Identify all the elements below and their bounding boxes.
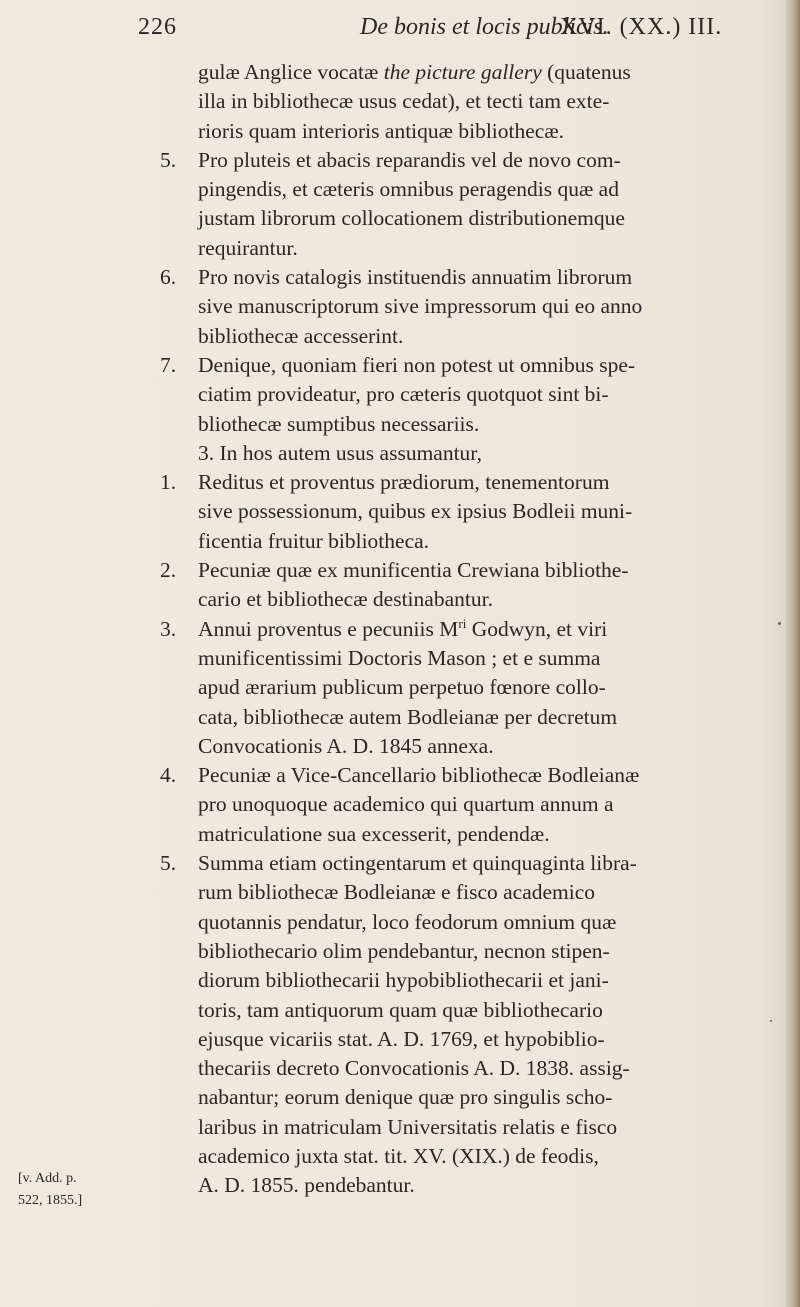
intro-paragraph xyxy=(160,58,780,146)
body-text xyxy=(160,58,780,1201)
item-line: justam librorum collocationem distributionemque xyxy=(198,206,625,231)
item-line: munificentissimi Doctoris Mason ; et e summa xyxy=(198,645,601,670)
item-5 xyxy=(160,146,780,263)
item-line: nabantur; eorum denique quæ pro singulis scho- xyxy=(198,1085,613,1110)
item-line: pingendis, et cæteris omnibus peragendis quæ ad xyxy=(198,177,619,202)
item-number: 2. xyxy=(160,558,177,583)
item-line: ficentia fruitur bibliotheca. xyxy=(198,528,430,553)
item-line: Reditus et proventus prædiorum, tenementorum xyxy=(198,470,610,495)
item-number: 7. xyxy=(160,352,177,377)
item-line: ciatim provideatur, pro cæteris quotquot sint bi- xyxy=(198,382,609,407)
item-line: toris, tam antiquorum quam quæ bibliothecario xyxy=(198,997,603,1022)
item-6 xyxy=(160,263,780,351)
superscript: ri xyxy=(458,615,467,631)
item-line: academico juxta stat. tit. XV. (XIX.) de feodis, xyxy=(198,1143,599,1168)
item-line: thecariis decreto Convocationis A. D. 1838. assig- xyxy=(198,1056,630,1081)
margin-note-line-1: [v. Add. p. xyxy=(18,1171,77,1186)
item-line: Annui proventus e pecuniis $M^{ri}$ Godwyn, et viri xyxy=(198,615,608,641)
revenue-item-3 xyxy=(160,615,780,761)
item-line: cario et bibliothecæ destinabantur. xyxy=(198,587,493,612)
item-line: matriculatione sua excesserit, pendendæ. xyxy=(198,821,550,846)
item-line: sive manuscriptorum sive impressorum qui eo anno xyxy=(198,294,643,319)
item-line: sive possessionum, quibus ex ipsius Bodleii muni- xyxy=(198,499,633,524)
item-line: bliothecæ sumptibus necessariis. xyxy=(198,411,480,436)
item-line: bibliothecæ accesserint. xyxy=(198,323,404,348)
running-head xyxy=(130,14,795,48)
item-number: 6. xyxy=(160,265,177,290)
item-number: 5. xyxy=(160,851,177,876)
item-line: apud ærarium publicum perpetuo fœnore collo- xyxy=(198,675,606,700)
intro-line-2: illa in bibliothecæ usus cedat), et tecti tam exte- xyxy=(198,89,610,114)
item-line: bibliothecario olim pendebantur, necnon stipen- xyxy=(198,938,610,963)
item-line: requirantur. xyxy=(198,235,298,260)
item-number: 5. xyxy=(160,147,177,172)
intro-line-3: rioris quam interioris antiquæ bibliothecæ. xyxy=(198,118,565,143)
item-line: Pro novis catalogis instituendis annuatim librorum xyxy=(198,265,633,290)
section-reference: XVI. (XX.) III. xyxy=(560,14,723,40)
item-line: Summa etiam octingentarum et quinquaginta libra- xyxy=(198,851,637,876)
revenue-item-4 xyxy=(160,761,780,849)
item-number: 3. xyxy=(160,616,177,641)
page-number: 226 xyxy=(138,14,177,40)
item-line: Pecuniæ a Vice-Cancellario bibliothecæ Bodleianæ xyxy=(198,763,640,788)
running-title: De bonis et locis publicis. xyxy=(360,14,609,40)
item-line: rum bibliothecæ Bodleianæ e fisco academico xyxy=(198,880,596,905)
revenue-item-5 xyxy=(160,849,780,1201)
item-line: diorum bibliothecarii hypobibliothecarii et jani- xyxy=(198,968,609,993)
ink-speck xyxy=(770,1020,772,1022)
item-7 xyxy=(160,351,780,439)
section-3-heading xyxy=(160,439,780,468)
item-line: A. D. 1855. pendebantur. xyxy=(198,1173,415,1198)
intro-line-1: gulæ Anglice vocatæ the picture gallery (quatenus xyxy=(198,60,631,84)
margin-note xyxy=(18,1168,82,1212)
page-edge-shadow xyxy=(786,0,800,1307)
item-line: pro unoquoque academico qui quartum annum a xyxy=(198,792,614,817)
ink-speck xyxy=(778,622,781,625)
revenue-item-1 xyxy=(160,468,780,556)
item-line: Denique, quoniam fieri non potest ut omnibus spe- xyxy=(198,352,636,377)
italic-phrase: the picture gallery xyxy=(383,60,542,84)
item-line: ejusque vicariis stat. A. D. 1769, et hypobiblio- xyxy=(198,1026,605,1051)
section-heading-text: 3. In hos autem usus assumantur, xyxy=(198,440,482,465)
item-line: cata, bibliothecæ autem Bodleianæ per decretum xyxy=(198,704,618,729)
revenue-item-2 xyxy=(160,556,780,615)
item-number: 4. xyxy=(160,763,177,788)
item-number: 1. xyxy=(160,470,177,495)
item-line: Pro pluteis et abacis reparandis vel de novo com- xyxy=(198,147,621,172)
item-line: quotannis pendatur, loco feodorum omnium quæ xyxy=(198,909,617,934)
margin-note-line-2: 522, 1855.] xyxy=(18,1193,83,1208)
item-line: laribus in matriculam Universitatis relatis e fisco xyxy=(198,1114,618,1139)
item-line: Pecuniæ quæ ex munificentia Crewiana bibliothe- xyxy=(198,558,629,583)
item-line: Convocationis A. D. 1845 annexa. xyxy=(198,733,494,758)
